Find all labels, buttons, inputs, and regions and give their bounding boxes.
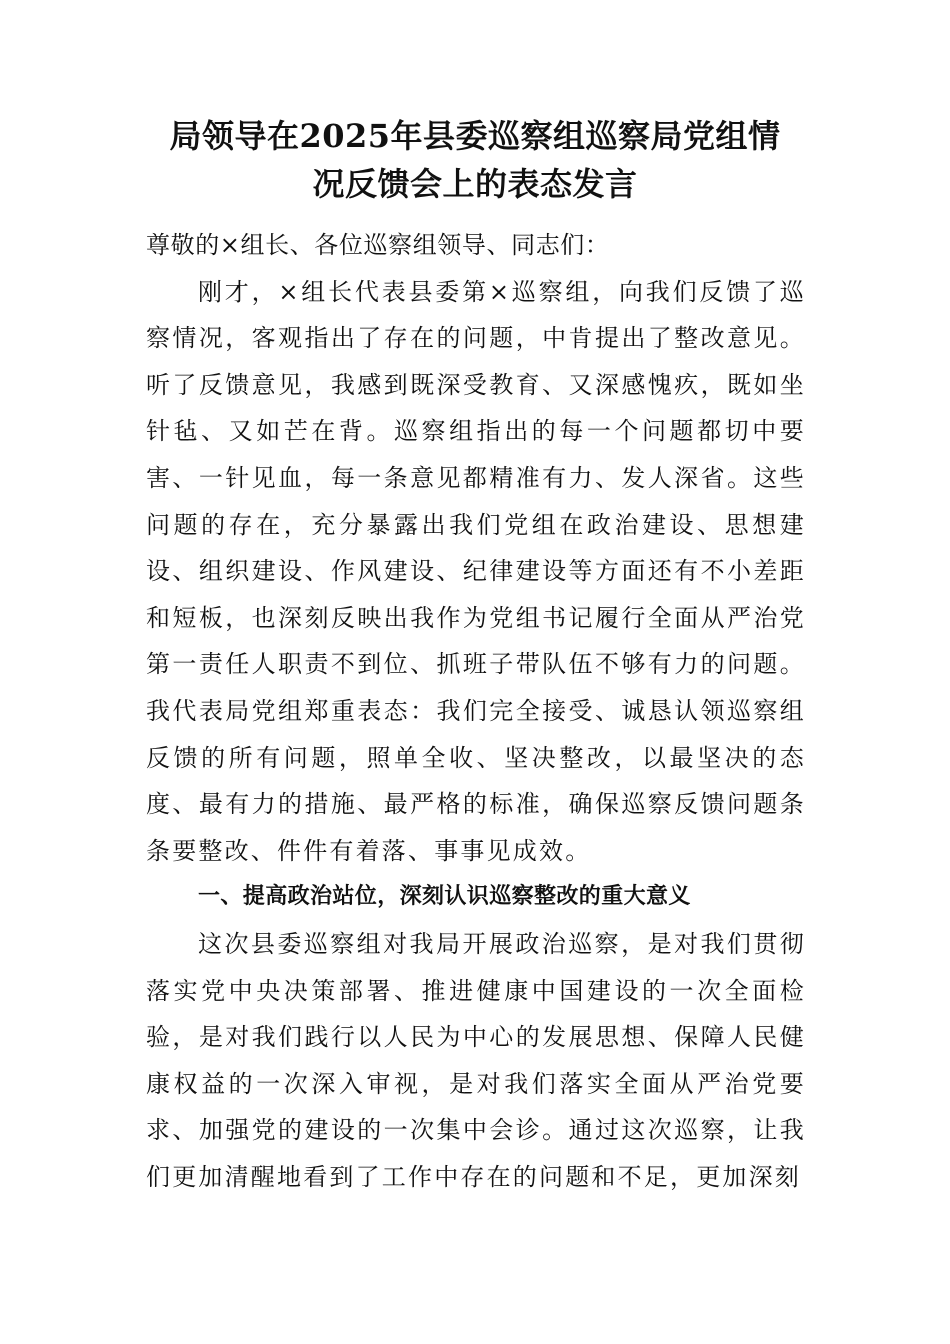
title-line-1: 局领导在2025年县委巡察组巡察局党组情	[169, 117, 781, 155]
document-title	[120, 112, 830, 208]
paragraph-1: 刚才，×组长代表县委第×巡察组，向我们反馈了巡察情况，客观指出了存在的问题，中肯提出了整改意见。听了反馈意见，我感到既深受教育、又深感愧疚，既如坐针毡、又如芒在背。巡察组指出的每一个问题都切中要害、一针见血，每一条意见都精准有力、发人深省。这些问题的存在，充分暴露出我们党组在政治建设、思想建设、组织建设、作风建设、纪律建设等方面还有不小差距和短板，也深刻反映出我作为党组书记履行全面从严治党第一责任人职责不到位、抓班子带队伍不够有力的问题。我代表局党组郑重表态：我们完全接受、诚恳认领巡察组反馈的所有问题，照单全收、坚决整改，以最坚决的态度、最有力的措施、最严格的标准，确保巡察反馈问题条条要整改、件件有着落、事事见成效。	[146, 277, 806, 865]
salutation: 尊敬的×组长、各位巡察组领导、同志们：	[146, 231, 610, 259]
title-line-2: 况反馈会上的表态发言	[312, 165, 638, 203]
paragraph-2: 这次县委巡察组对我局开展政治巡察，是对我们贯彻落实党中央决策部署、推进健康中国建设的一次全面检验，是对我们践行以人民为中心的发展思想、保障人民健康权益的一次深入审视，是对我们落实全面从严治党要求、加强党的建设的一次集中会诊。通过这次巡察，让我们更加清醒地看到了工作中存在的问题和不足，更加深刻	[146, 929, 806, 1191]
section-heading-1: 一、提高政治站位，深刻认识巡察整改的重大意义	[198, 884, 691, 910]
document-body	[146, 222, 806, 1200]
